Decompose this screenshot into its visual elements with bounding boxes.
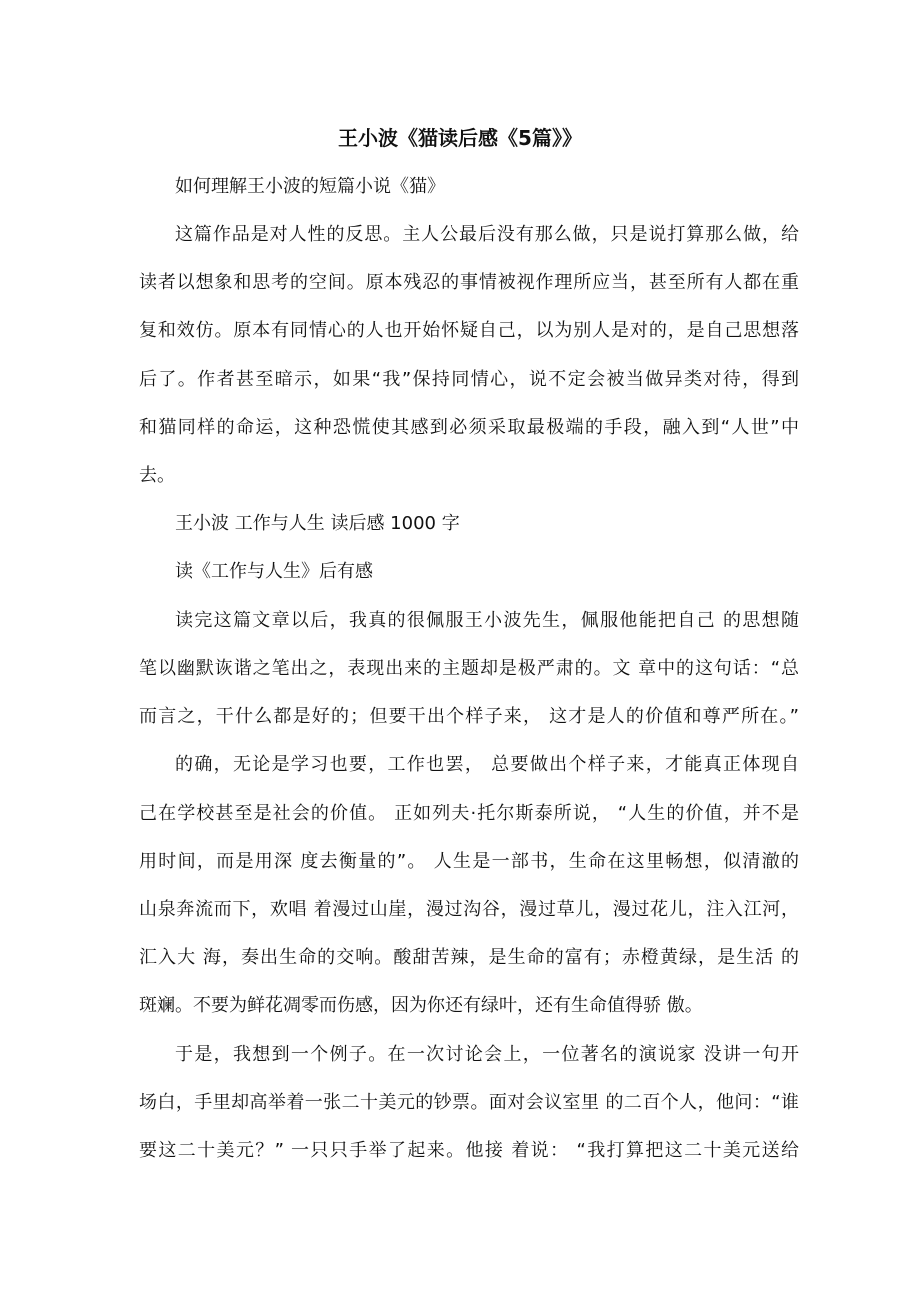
paragraph-line: 场白，手里却高举着一张二十美元的钞票。面对会议室里 的二百个人，他问：“谁 xyxy=(139,1092,799,1113)
paragraph-line: 的确，无论是学习也要，工作也罢， 总要做出个样子来，才能真正体现自 xyxy=(175,754,799,775)
paragraph-line: 这篇作品是对人性的反思。主人公最后没有那么做，只是说打算那么做，给 xyxy=(175,224,799,245)
paragraph-line: 笔以幽默诙谐之笔出之，表现出来的主题却是极严肃的。文 章中的这句话：“总 xyxy=(139,658,799,679)
paragraph-line: 己在学校甚至是社会的价值。 正如列夫·托尔斯泰所说， “人生的价值，并不是 xyxy=(139,803,799,824)
paragraph-line: 斑斓。不要为鲜花凋零而伤感，因为你还有绿叶，还有生命值得骄 傲。 xyxy=(139,995,703,1016)
document-title: 王小波《猫读后感《5篇》》 xyxy=(338,126,582,150)
paragraph-line: 复和效仿。原本有同情心的人也开始怀疑自己，以为别人是对的，是自己思想落 xyxy=(139,320,799,341)
heading-line: 读《工作与人生》后有感 xyxy=(175,561,373,582)
paragraph-line: 读完这篇文章以后，我真的很佩服王小波先生，佩服他能把自己 的思想随 xyxy=(175,610,799,631)
paragraph-line: 山泉奔流而下，欢唱 着漫过山崖，漫过沟谷，漫过草儿，漫过花儿，注入江河， xyxy=(139,899,799,920)
paragraph-line: 后了。作者甚至暗示，如果“我”保持同情心，说不定会被当做异类对待，得到 xyxy=(139,369,799,390)
paragraph-line: 汇入大 海，奏出生命的交响。酸甜苦辣，是生命的富有；赤橙黄绿，是生活 的 xyxy=(139,947,799,968)
paragraph-line: 而言之，干什么都是好的；但要干出个样子来， 这才是人的价值和尊严所在。” xyxy=(139,706,799,727)
paragraph-line: 于是，我想到一个例子。在一次讨论会上，一位著名的演说家 没讲一句开 xyxy=(175,1044,799,1065)
paragraph-line: 要这二十美元？” 一只只手举了起来。他接 着说： “我打算把这二十美元送给 xyxy=(139,1140,799,1161)
paragraph-line: 读者以想象和思考的空间。原本残忍的事情被视作理所应当，甚至所有人都在重 xyxy=(139,272,799,293)
paragraph-line: 用时间，而是用深 度去衡量的”。 人生是一部书，生命在这里畅想，似清澈的 xyxy=(139,851,799,872)
heading-line: 王小波 工作与人生 读后感 1000 字 xyxy=(175,513,460,534)
paragraph-line: 去。 xyxy=(139,465,175,486)
paragraph-line: 和猫同样的命运，这种恐慌使其感到必须采取最极端的手段，融入到“人世”中 xyxy=(139,417,799,438)
heading-line: 如何理解王小波的短篇小说《猫》 xyxy=(175,176,445,197)
